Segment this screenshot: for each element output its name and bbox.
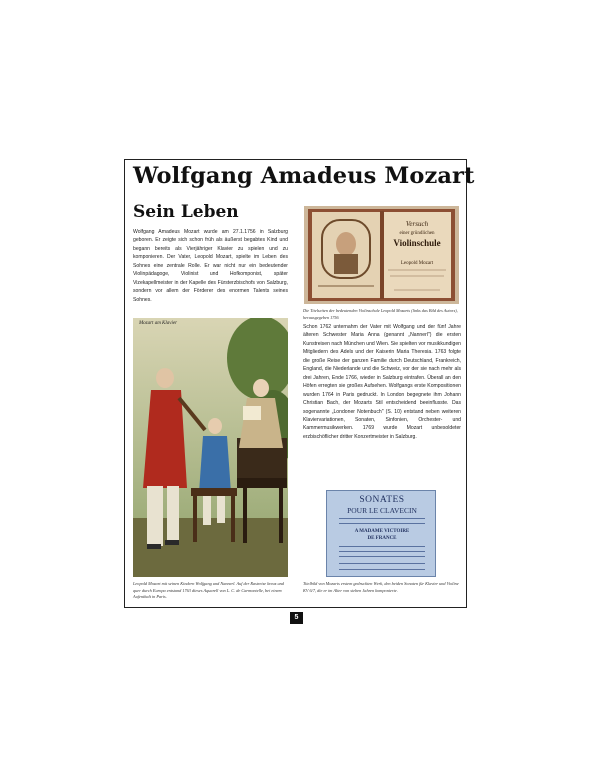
book-title-line-2: einer gründlichen <box>399 231 435 236</box>
sonates-country: DE FRANCE <box>367 536 397 541</box>
column-paragraph: Schon 1762 unternahm der Vater mit Wolfgang und der fünf Jahre älteren Schwester Maria Anna (genannt „Nannerl") die ersten Kunstreisen nach München und Wien. Sie spielten vor musikkundigen Mitgliedern des Adels und der Kaiserin Maria Theresia. 1763 folgte die große Reise der ganzen Familie durch Deutschland, Frankreich, England, die Niederlande und die Schweiz, vor der sie nach mehr als drei Jahren, Ende 1766, wieder in Salzburg eintrafen. Überall an den Höfen erregten sie großes Aufsehen. Wolfgangs erste Kompositionen wurden 1764 in Paris gedruckt. In London begegnete ihm Johann Christian Bach, der Mozarts Stil entscheidend beeinflusste. Das sogenannte „Londoner Notenbuch" (S. 10) entstand neben weiteren Klaviervariationen, Sonaten, Sinfonien, Orchester- und Kammermusikwerken. 1769 wurde Mozart unbesoldeter erzbischöflicher dritter Konzertmeister in Salzburg. <box>303 324 461 440</box>
sonates-heading: SONATES <box>359 495 405 505</box>
painting-label: Mozart am Klavier <box>139 321 178 326</box>
mozart-family-painting <box>133 318 288 577</box>
sonates-title-page <box>326 490 436 577</box>
sonates-text-line <box>339 546 425 547</box>
sonates-text-line <box>339 551 425 552</box>
book-title-line-1: Versuch <box>405 220 429 228</box>
sonates-text-line <box>339 518 425 519</box>
sonates-subheading: POUR LE CLAVECIN <box>347 506 417 515</box>
page-subtitle: Sein Leben <box>133 202 239 222</box>
sonates-dedication: A MADAME VICTOIRE <box>354 529 410 534</box>
intro-paragraph: Wolfgang Amadeus Mozart wurde am 27.1.1756 in Salzburg geboren. Er zeigte sich schon früh als äußerst begabtes Kind und begann bereits als Vierjähriger Klavier zu spielen und zu komponieren. Der Vater, Leopold Mozart, spielte im Leben des Sohnes eine zentrale Rolle. Er war nicht nur ein bedeutender Violinpädagoge, Violinist und Hofkomponist, später Vizekapellmeister in der Kapelle des Fürsterzbischofs von Salzburg, sondern vor allem der Förderer des enormen Talents seines Sohnes. <box>133 229 288 303</box>
book-caption: Die Titelseiten der bedeutenden Violinschule Leopold Mozarts (links das Bild des Autors), herausgegeben 1756 <box>303 308 458 320</box>
page-number: 5 <box>290 612 303 624</box>
sonates-text-line <box>339 556 425 557</box>
book-author: Leopold Mozart <box>400 261 434 266</box>
page-title: Wolfgang Amadeus Mozart <box>133 163 475 189</box>
violinschule-book-image <box>304 206 459 304</box>
painting-caption: Leopold Mozart mit seinen Kindern Wolfgang und Nannerl. Auf der Rastreise kreuz und quer durch Europa entstand 1763 dieses Aquarell von L. C. de Carmontelle, bei einem Aufenthalt in Paris. <box>133 581 284 600</box>
sonates-caption: Titelbild von Mozarts erstem gedruckten Werk, den beiden Sonaten für Klavier und Violine KV 6/7, die er im Alter von sieben Jahren komponierte. <box>303 581 459 593</box>
book-title-line-3: Violinschule <box>393 238 441 248</box>
sonates-text-line <box>339 523 425 524</box>
sonates-text-line <box>339 563 425 564</box>
sonates-text-line <box>339 569 425 570</box>
